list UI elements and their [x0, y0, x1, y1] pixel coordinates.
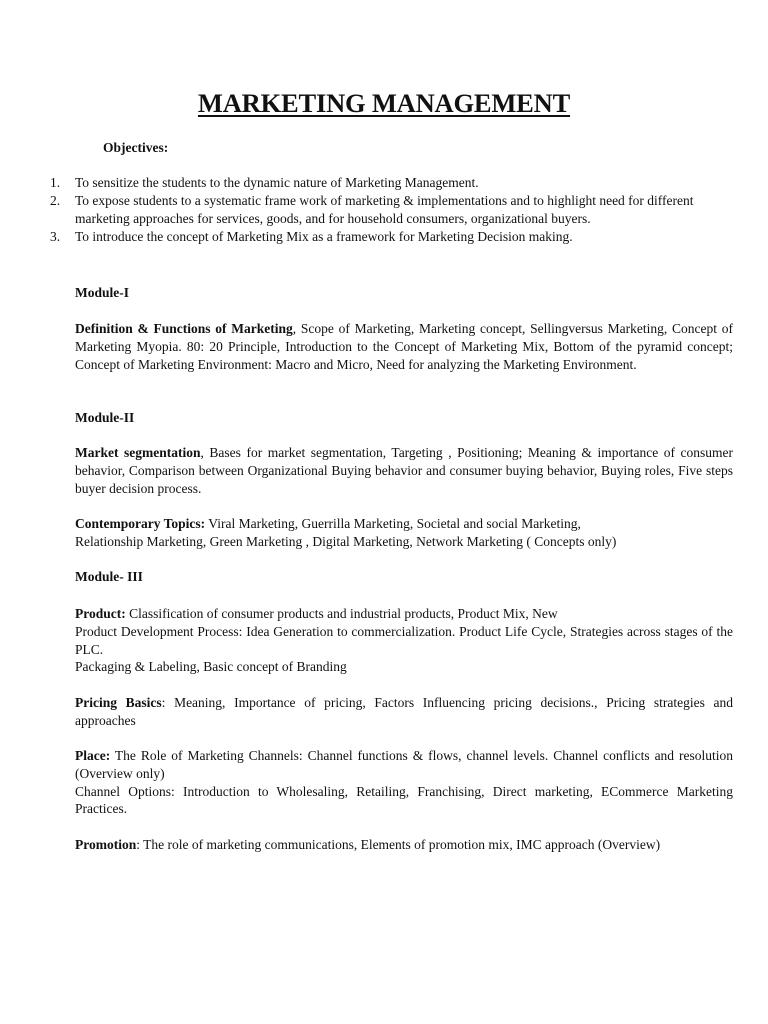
contemporary-topics-paragraph	[75, 515, 733, 551]
contemporary-line-1	[75, 515, 733, 533]
contemporary-line-2: Relationship Marketing, Green Marketing , Digital Marketing, Network Marketing ( Concepts only)	[75, 533, 617, 549]
objective-item	[0, 192, 733, 228]
promotion-lead: Promotion	[75, 837, 137, 852]
place-lead: Place:	[75, 748, 111, 763]
product-line-3: Packaging & Labeling, Basic concept of Branding	[75, 659, 347, 675]
place-text: The Role of Marketing Channels: Channel functions & flows, channel levels. Channel conflicts and resolution (Overview only)	[75, 748, 733, 781]
objective-text: To introduce the concept of Marketing Mix as a framework for Marketing Decision making.	[75, 229, 573, 244]
place-line-1	[75, 747, 733, 783]
market-segmentation-lead: Market segmentation	[75, 445, 201, 460]
objective-item	[0, 228, 733, 246]
pricing-text: : Meaning, Importance of pricing, Factors Influencing pricing decisions., Pricing strategies and approaches	[75, 695, 733, 728]
module-1-lead: Definition & Functions of Marketing	[75, 321, 293, 336]
objectives-list	[0, 174, 768, 246]
objectives-heading: Objectives:	[103, 140, 169, 155]
objective-number: 2.	[50, 193, 61, 208]
product-lead: Product:	[75, 606, 126, 621]
product-line-1	[75, 605, 733, 623]
pricing-paragraph	[75, 694, 733, 730]
promotion-paragraph	[75, 836, 733, 854]
product-paragraph	[75, 605, 733, 676]
module-1-heading: Module-I	[75, 285, 129, 300]
objective-item	[0, 174, 733, 192]
objective-text: To expose students to a systematic frame work of marketing & implementations and to highlight need for different marketing approaches for services, goods, and for household consumers, organizational buyers.	[75, 193, 694, 226]
objective-number: 1.	[50, 175, 61, 190]
place-paragraph	[75, 747, 733, 818]
page-title	[0, 86, 768, 120]
module-1-paragraph	[75, 320, 733, 373]
objective-number: 3.	[50, 229, 61, 244]
market-segmentation-text: , Bases for market segmentation, Targeting , Positioning; Meaning & importance of consumer behavior, Comparison between Organizational Buying behavior and consumer buying behavior, Buying roles, Five steps buyer decision process.	[75, 445, 733, 496]
page-title-text: MARKETING MANAGEMENT	[197, 88, 571, 118]
product-text-1: Classification of consumer products and industrial products, Product Mix, New	[125, 606, 558, 621]
module-2-heading: Module-II	[75, 410, 135, 425]
promotion-text: : The role of marketing communications, Elements of promotion mix, IMC approach (Overview)	[136, 837, 661, 852]
place-line-2: Channel Options: Introduction to Wholesaling, Retailing, Franchising, Direct marketing, ECommerce Marketing Practices.	[75, 783, 733, 817]
market-segmentation-paragraph	[75, 444, 733, 497]
module-1-text: , Scope of Marketing, Marketing concept, Sellingversus Marketing, Concept of Marketing Myopia. 80: 20 Principle, Introduction to the Concept of Marketing Mix, Bottom of the pyramid concept; Concept of Marketing Environment: Macro and Micro, Need for analyzing the Marketing Environment.	[75, 321, 733, 372]
module-3-heading: Module- III	[75, 569, 143, 584]
product-line-2: Product Development Process: Idea Generation to commercialization. Product Life Cycle, Strategies across stages of the PLC.	[75, 623, 733, 657]
pricing-lead: Pricing Basics	[75, 695, 162, 710]
contemporary-topics-text-1: Viral Marketing, Guerrilla Marketing, Societal and social Marketing,	[205, 516, 581, 531]
objective-text: To sensitize the students to the dynamic nature of Marketing Management.	[75, 175, 479, 190]
contemporary-topics-lead: Contemporary Topics:	[75, 516, 206, 531]
